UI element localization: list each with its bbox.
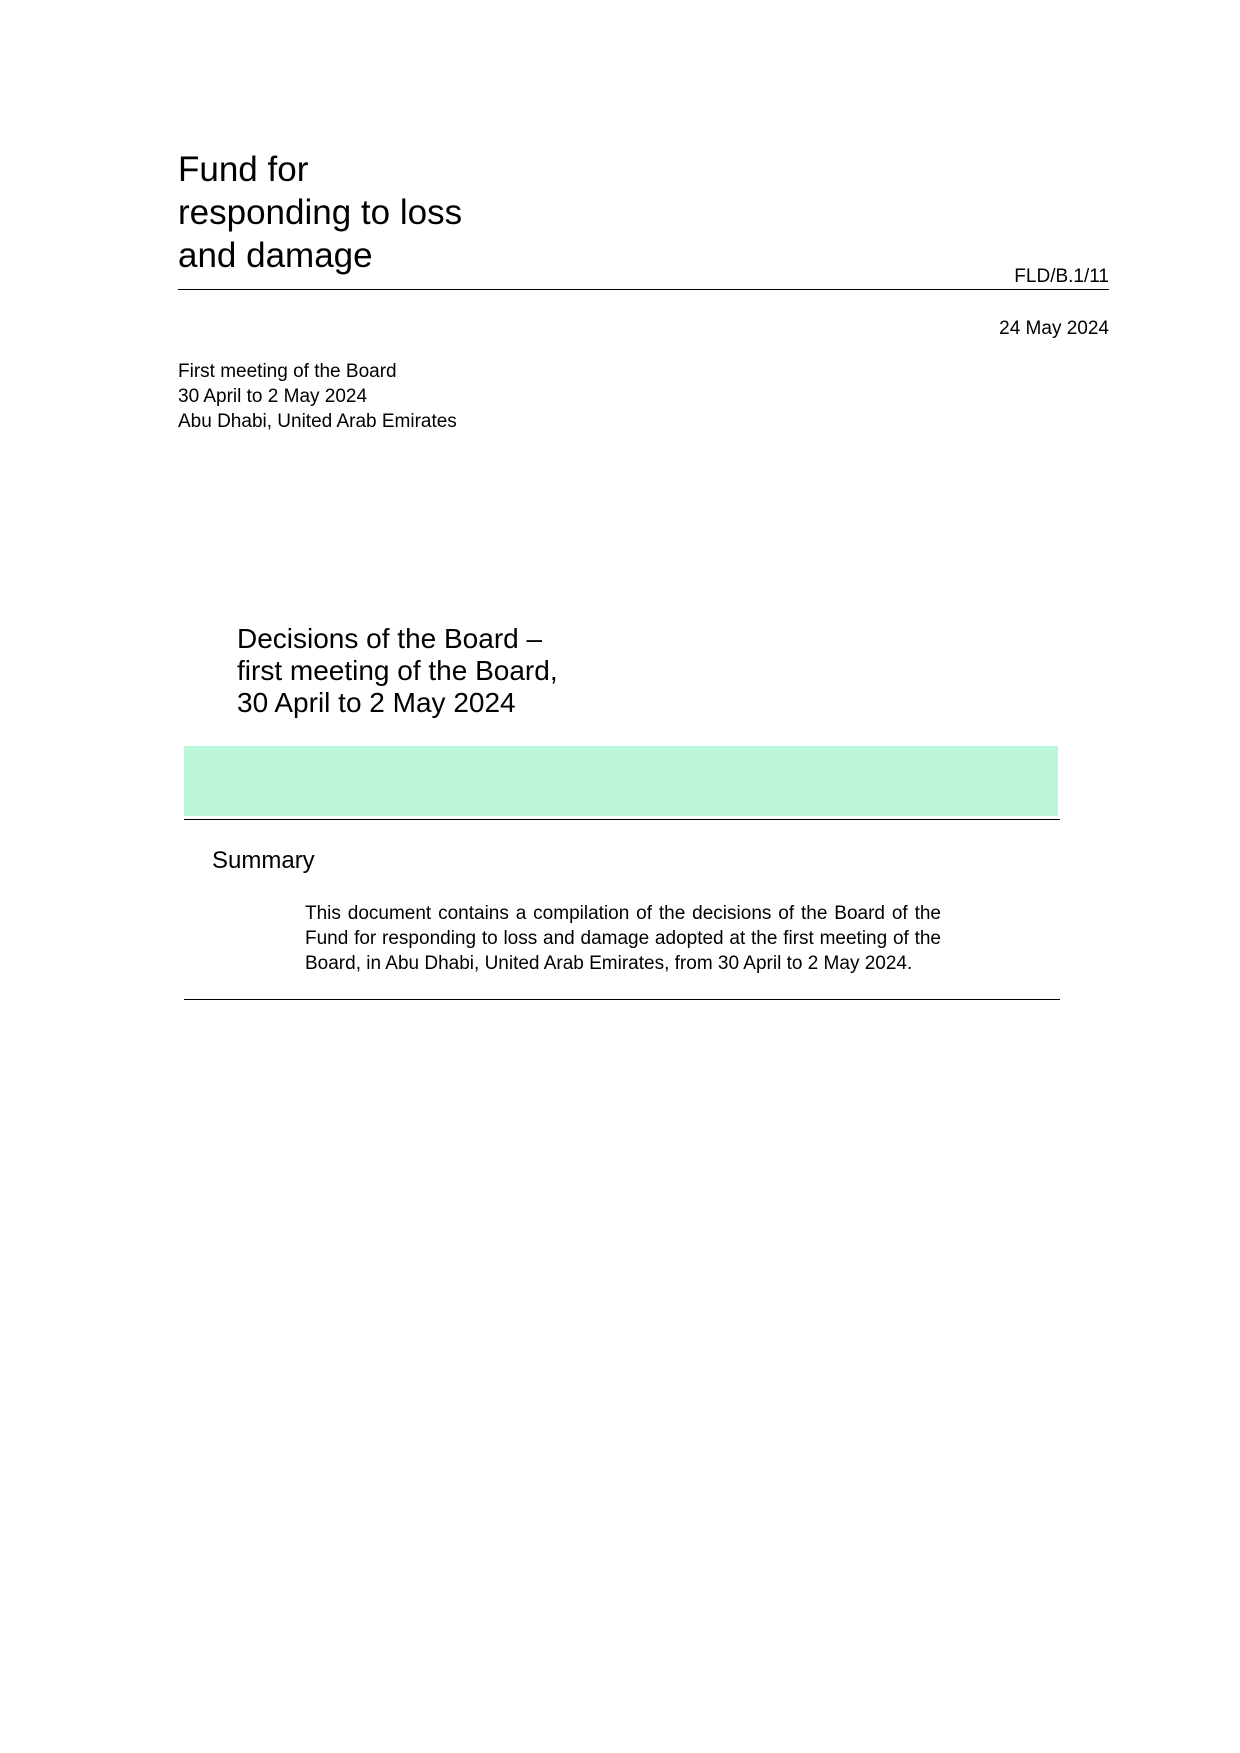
summary-bottom-divider [184, 999, 1060, 1000]
summary-text: This document contains a compilation of the decisions of the Board of the Fund for responding to loss and damage adopted at the first meeting of the Board, in Abu Dhabi, United Arab Emirates, from 30 April to 2 May 2024. [305, 903, 941, 974]
summary-top-divider [184, 819, 1060, 820]
fund-name [178, 148, 598, 277]
meeting-dates: 30 April to 2 May 2024 [178, 386, 368, 407]
summary-heading: Summary [212, 847, 315, 874]
fund-name-line-2: responding to loss [178, 193, 463, 232]
document-title-line-3: 30 April to 2 May 2024 [237, 687, 516, 718]
meeting-info [178, 359, 457, 434]
highlight-band [184, 746, 1058, 816]
document-symbol: FLD/B.1/11 [1014, 266, 1109, 287]
fund-name-line-1: Fund for [178, 150, 309, 189]
document-title-line-2: first meeting of the Board, [237, 655, 558, 686]
meeting-location: Abu Dhabi, United Arab Emirates [178, 411, 457, 432]
header-divider [178, 289, 1109, 290]
meeting-name: First meeting of the Board [178, 361, 397, 382]
document-date: 24 May 2024 [999, 318, 1109, 339]
document-title [237, 623, 717, 719]
document-title-line-1: Decisions of the Board – [237, 623, 543, 654]
fund-name-line-3: and damage [178, 236, 373, 275]
